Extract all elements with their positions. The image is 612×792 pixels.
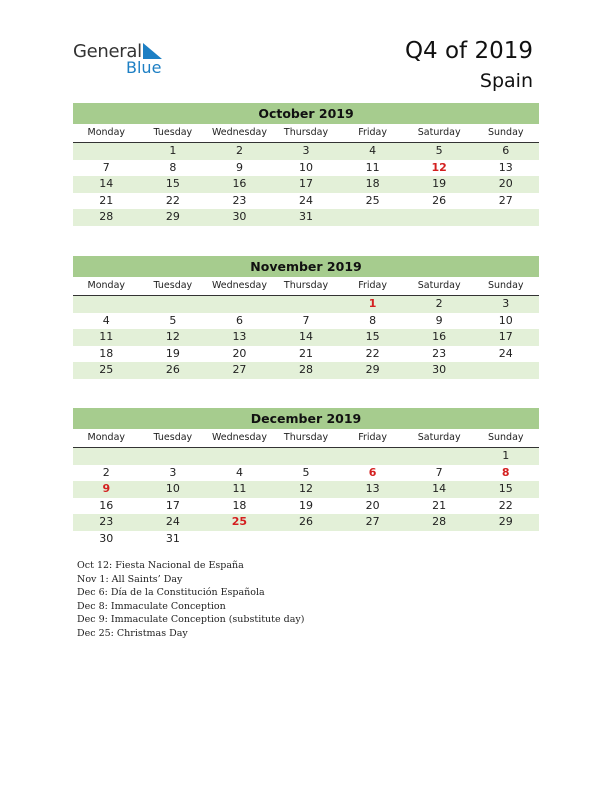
day-cell: 19: [299, 498, 314, 512]
day-cell: 8: [169, 160, 177, 174]
day-cell: 5: [169, 313, 177, 327]
day-cell-empty: [206, 296, 273, 313]
month-title: December 2019: [73, 408, 539, 429]
day-cell-empty: [140, 448, 207, 465]
day-cell: 12: [299, 482, 314, 495]
day-cell: 13: [498, 160, 513, 174]
weekday-label: Tuesday: [153, 127, 193, 138]
day-cell: 11: [365, 160, 380, 174]
day-cell: 9: [235, 160, 243, 174]
day-cell: 4: [235, 465, 243, 479]
day-cell: 20: [365, 498, 380, 512]
day-cell: 30: [99, 531, 114, 545]
day-cell: 10: [299, 160, 314, 174]
day-cell: 29: [365, 363, 380, 376]
day-cell: 26: [432, 193, 447, 207]
week-row: [73, 209, 539, 226]
weekday-label: Monday: [87, 127, 126, 138]
day-cell-empty: [406, 531, 473, 548]
day-cell: 21: [99, 193, 114, 207]
day-cell-empty: [339, 531, 406, 548]
month-december: [73, 408, 539, 547]
day-cell: 2: [235, 144, 243, 157]
weekday-label: Tuesday: [153, 432, 193, 443]
week-row: [73, 296, 539, 313]
day-cell: 25: [99, 363, 114, 376]
weekday-label: Saturday: [417, 280, 461, 291]
day-cell-empty: [339, 448, 406, 465]
logo-word-general: General: [73, 41, 142, 62]
day-cell: 23: [99, 515, 114, 528]
logo-word-blue: Blue: [126, 58, 162, 77]
day-cell: 2: [102, 465, 110, 479]
holiday-notes: [77, 559, 304, 640]
day-cell: 1: [502, 449, 510, 462]
day-cell: 23: [232, 193, 247, 207]
day-cell: 3: [302, 144, 310, 157]
day-cell: 9: [102, 482, 111, 495]
day-cell: 14: [432, 482, 447, 495]
logo-triangle-icon: [143, 43, 163, 59]
month-october: [73, 103, 539, 226]
day-cell-empty: [206, 448, 273, 465]
day-cell: 24: [498, 346, 513, 360]
day-cell: 1: [169, 144, 177, 157]
week-row: [73, 329, 539, 346]
holiday-note: Dec 6: Día de la Constitución Española: [77, 587, 265, 598]
day-cell: 5: [435, 144, 443, 157]
day-cell: 29: [165, 210, 180, 223]
day-cell: 2: [435, 297, 443, 310]
month-november: [73, 256, 539, 379]
day-cell: 10: [165, 482, 180, 495]
day-cell: 18: [232, 498, 247, 512]
weekday-header-row: [73, 277, 539, 296]
day-cell: 27: [365, 515, 380, 528]
week-row: [73, 531, 539, 548]
day-cell: 28: [432, 515, 447, 528]
holiday-note: Nov 1: All Saints’ Day: [77, 573, 183, 585]
day-cell: 12: [431, 160, 447, 174]
day-cell: 10: [498, 313, 513, 327]
day-cell: 9: [435, 313, 443, 327]
weekday-label: Monday: [87, 432, 126, 443]
day-cell: 18: [365, 177, 380, 190]
day-cell: 7: [302, 313, 310, 327]
day-cell: 3: [502, 297, 510, 310]
day-cell: 1: [368, 297, 377, 310]
day-cell-empty: [273, 531, 340, 548]
day-cell: 22: [498, 498, 513, 512]
day-cell: 17: [498, 330, 513, 343]
week-row: [73, 514, 539, 531]
day-cell: 22: [365, 346, 380, 360]
month-title: November 2019: [73, 256, 539, 277]
day-cell: 6: [502, 144, 510, 157]
holiday-note: Oct 12: Fiesta Nacional de España: [77, 560, 244, 571]
country-name: Spain: [479, 70, 533, 92]
day-cell: 13: [232, 330, 247, 343]
day-cell: 19: [165, 346, 180, 360]
day-cell: 31: [299, 210, 314, 223]
day-cell: 27: [232, 363, 247, 376]
week-row: [73, 346, 539, 363]
holiday-note: Dec 8: Immaculate Conception: [77, 600, 226, 612]
weekday-label: Friday: [358, 432, 387, 443]
generalblue-logo: [73, 41, 173, 77]
day-cell: 28: [299, 363, 314, 376]
day-cell: 24: [165, 515, 180, 528]
day-cell: 4: [369, 144, 377, 157]
weekday-label: Thursday: [283, 280, 329, 291]
day-cell: 12: [165, 330, 180, 343]
weekday-label: Friday: [358, 280, 387, 291]
day-cell: 20: [498, 177, 513, 190]
day-cell: 5: [302, 465, 310, 479]
day-cell: 7: [435, 465, 443, 479]
week-row: [73, 498, 539, 515]
holiday-note: Dec 9: Immaculate Conception (substitute day): [77, 614, 305, 625]
weekday-header-row: [73, 429, 539, 448]
day-cell: 4: [102, 313, 110, 327]
day-cell: 30: [232, 210, 247, 223]
day-cell: 21: [299, 346, 314, 360]
day-cell: 26: [299, 515, 314, 528]
day-cell: 29: [498, 515, 513, 528]
day-cell: 13: [365, 482, 380, 495]
weekday-label: Wednesday: [211, 432, 267, 443]
day-cell: 30: [432, 363, 447, 376]
week-row: [73, 160, 539, 177]
day-cell: 14: [299, 330, 314, 343]
weekday-label: Sunday: [487, 432, 524, 443]
day-cell: 23: [432, 346, 447, 360]
week-row: [73, 481, 539, 498]
day-cell: 22: [165, 193, 180, 207]
day-cell: 7: [102, 160, 110, 174]
day-cell: 6: [235, 313, 243, 327]
day-cell: 24: [299, 193, 314, 207]
day-cell: 25: [231, 515, 248, 528]
weekday-label: Thursday: [283, 432, 329, 443]
day-cell: 17: [165, 498, 180, 512]
day-cell: 15: [165, 177, 180, 190]
weekday-label: Friday: [358, 127, 387, 138]
weekday-label: Saturday: [417, 127, 461, 138]
day-cell-empty: [273, 296, 340, 313]
week-row: [73, 362, 539, 379]
day-cell-empty: [273, 448, 340, 465]
day-cell: 16: [232, 177, 247, 190]
quarter-title: Q4 of 2019: [404, 38, 533, 64]
week-row: [73, 448, 539, 465]
day-cell: 19: [432, 177, 447, 190]
weekday-label: Monday: [87, 280, 126, 291]
day-cell: 21: [432, 498, 447, 512]
day-cell-empty: [140, 296, 207, 313]
day-cell-empty: [472, 531, 539, 548]
week-row: [73, 193, 539, 210]
week-row: [73, 313, 539, 330]
day-cell: 17: [299, 177, 314, 190]
day-cell: 15: [498, 482, 513, 495]
day-cell: 15: [365, 330, 380, 343]
day-cell-empty: [73, 296, 140, 313]
day-cell-empty: [73, 448, 140, 465]
weekday-label: Tuesday: [153, 280, 193, 291]
week-row: [73, 143, 539, 160]
day-cell: 18: [99, 346, 114, 360]
day-cell: 14: [99, 177, 114, 190]
day-cell-empty: [406, 209, 473, 226]
day-cell-empty: [339, 209, 406, 226]
month-title: October 2019: [73, 103, 539, 124]
week-row: [73, 176, 539, 193]
day-cell-empty: [206, 531, 273, 548]
day-cell-empty: [472, 362, 539, 379]
day-cell-empty: [406, 448, 473, 465]
day-cell: 16: [432, 330, 447, 343]
weekday-label: Wednesday: [211, 127, 267, 138]
week-row: [73, 465, 539, 482]
day-cell: 11: [99, 330, 114, 343]
day-cell-empty: [73, 143, 140, 160]
day-cell: 3: [169, 465, 177, 479]
holiday-note: Dec 25: Christmas Day: [77, 627, 188, 639]
day-cell-empty: [472, 209, 539, 226]
day-cell: 16: [99, 498, 114, 512]
weekday-label: Sunday: [487, 127, 524, 138]
day-cell: 11: [232, 482, 247, 495]
weekday-label: Thursday: [283, 127, 329, 138]
day-cell: 6: [368, 465, 377, 479]
weekday-label: Wednesday: [211, 280, 267, 291]
weekday-label: Saturday: [417, 432, 461, 443]
weekday-header-row: [73, 124, 539, 143]
day-cell: 20: [232, 346, 247, 360]
day-cell: 27: [498, 193, 513, 207]
day-cell: 26: [165, 363, 180, 376]
day-cell: 8: [369, 313, 377, 327]
day-cell: 25: [365, 193, 380, 207]
day-cell: 8: [501, 465, 510, 479]
day-cell: 31: [165, 531, 180, 545]
weekday-label: Sunday: [487, 280, 524, 291]
day-cell: 28: [99, 210, 114, 223]
